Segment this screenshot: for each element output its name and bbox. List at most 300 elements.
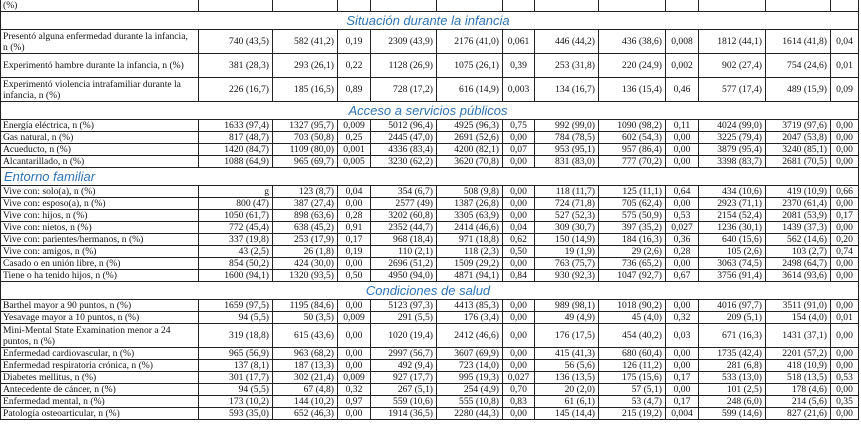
value-cell: 1633 (97,4) [199, 120, 273, 132]
value-cell: 50 (3,5) [273, 312, 338, 324]
value-cell: 593 (35,0) [199, 408, 273, 420]
value-cell: 3879 (95,4) [699, 144, 766, 156]
p-value-cell: 0,28 [666, 246, 699, 258]
value-cell: 29 (2,6) [599, 246, 666, 258]
value-cell: 831 (83,0) [535, 156, 599, 168]
p-value-cell: 0,04 [338, 186, 371, 198]
value-cell: 3607 (69,9) [437, 348, 503, 360]
value-cell: 965 (69,7) [273, 156, 338, 168]
value-cell: 175 (15,6) [599, 372, 666, 384]
value-cell: 53 (4,7) [599, 396, 666, 408]
p-value-cell: 0,00 [503, 360, 535, 372]
value-cell: 4871 (94,1) [437, 270, 503, 282]
p-value-cell: 0,70 [503, 384, 535, 396]
value-cell: 2414 (46,6) [437, 222, 503, 234]
p-value-cell: 0,008 [666, 30, 699, 54]
p-value-cell: 0,75 [503, 120, 535, 132]
p-value-cell: 0,001 [338, 144, 371, 156]
table-row [1, 30, 859, 54]
value-cell: 1088 (64,9) [199, 156, 273, 168]
value-cell: 49 (4,9) [535, 312, 599, 324]
value-cell: 800 (47) [199, 198, 273, 210]
value-cell: 992 (99,0) [535, 120, 599, 132]
value-cell: 3719 (97,6) [766, 120, 831, 132]
row-label: Alcantarillado, n (%) [1, 156, 199, 168]
value-cell: 253 (31,8) [535, 54, 599, 78]
p-value-cell: 0,19 [338, 30, 371, 54]
value-cell: 126 (11,2) [599, 360, 666, 372]
p-value-cell: 0,46 [666, 78, 699, 102]
value-cell: 2352 (44,7) [371, 222, 437, 234]
value-cell: 3398 (83,7) [699, 156, 766, 168]
value-cell: 248 (6,0) [699, 396, 766, 408]
value-cell: 817 (48,7) [199, 132, 273, 144]
p-value-cell: 0,17 [831, 210, 859, 222]
value-cell: 2923 (71,1) [699, 198, 766, 210]
table-row [1, 54, 859, 78]
value-cell: 209 (5,1) [699, 312, 766, 324]
p-value-cell: 0,00 [831, 258, 859, 270]
p-value-cell: 0,01 [831, 54, 859, 78]
value-cell: 705 (62,4) [599, 198, 666, 210]
value-cell: 178 (4,6) [766, 384, 831, 396]
value-cell: 492 (9,4) [371, 360, 437, 372]
p-value-cell: 0,00 [338, 348, 371, 360]
p-value-cell: 0,39 [503, 54, 535, 78]
value-cell: 898 (63,6) [273, 210, 338, 222]
value-cell: 763 (75,7) [535, 258, 599, 270]
value-cell: 3063 (74,5) [699, 258, 766, 270]
value-cell: 309 (30,7) [535, 222, 599, 234]
table-body [1, 0, 859, 420]
value-cell: 2081 (53,9) [766, 210, 831, 222]
value-cell: 615 (43,6) [273, 324, 338, 348]
value-cell: 214 (5,6) [766, 396, 831, 408]
value-cell: 652 (46,3) [273, 408, 338, 420]
row-label: Enfermedad mental, n (%) [1, 396, 199, 408]
section-title: Condiciones de salud [1, 282, 859, 300]
p-value-cell: 0,00 [503, 258, 535, 270]
value-cell: 94 (5,5) [199, 312, 273, 324]
value-cell: 4024 (99,0) [699, 120, 766, 132]
value-cell: 575 (50,9) [599, 210, 666, 222]
value-cell: 827 (21,6) [766, 408, 831, 420]
p-value-cell: 0,00 [503, 156, 535, 168]
p-value-cell: 0,53 [831, 372, 859, 384]
value-cell: 1018 (90,2) [599, 300, 666, 312]
p-value-cell: 0,00 [831, 324, 859, 348]
value-cell: 533 (13,0) [699, 372, 766, 384]
row-label: Vive con: hijos, n (%) [1, 210, 199, 222]
row-label: Energía eléctrica, n (%) [1, 120, 199, 132]
value-cell: 301 (17,7) [199, 372, 273, 384]
value-cell: 728 (17,2) [371, 78, 437, 102]
value-cell: 103 (2,7) [766, 246, 831, 258]
value-cell: 61 (6,1) [535, 396, 599, 408]
value-cell: 1090 (98,2) [599, 120, 666, 132]
table-row [1, 144, 859, 156]
value-cell: 1812 (44,1) [699, 30, 766, 54]
p-value-cell: 0,002 [666, 54, 699, 78]
p-value-cell: 0,00 [338, 258, 371, 270]
value-cell: 930 (92,3) [535, 270, 599, 282]
value-cell: 3614 (93,6) [766, 270, 831, 282]
value-cell: 56 (5,6) [535, 360, 599, 372]
row-label: Casado o en unión libre, n (%) [1, 258, 199, 270]
value-cell: 2696 (51,2) [371, 258, 437, 270]
value-cell: 957 (86,4) [599, 144, 666, 156]
value-cell: 1128 (26,9) [371, 54, 437, 78]
p-value-cell: 0,00 [831, 408, 859, 420]
table-row [1, 408, 859, 420]
value-cell: 703 (50,8) [273, 132, 338, 144]
row-label: Vive con: esposo(a), n (%) [1, 198, 199, 210]
value-cell: 582 (41,2) [273, 30, 338, 54]
p-value-cell: 0,00 [831, 360, 859, 372]
p-value-cell: 0,17 [666, 372, 699, 384]
value-cell: 680 (60,4) [599, 348, 666, 360]
value-cell: 2309 (43,9) [371, 30, 437, 54]
table-row [1, 246, 859, 258]
p-value-cell: 0,00 [666, 384, 699, 396]
value-cell: 1047 (92,7) [599, 270, 666, 282]
value-cell: 118 (2,3) [437, 246, 503, 258]
section-header [1, 102, 859, 120]
value-cell: 577 (17,4) [699, 78, 766, 102]
value-cell: 2577 (49) [371, 198, 437, 210]
value-cell: 5123 (97,3) [371, 300, 437, 312]
p-value-cell: 0,03 [666, 324, 699, 348]
p-value-cell: 0,00 [831, 384, 859, 396]
section-header [1, 282, 859, 300]
section-title: Situación durante la infancia [1, 12, 859, 30]
value-cell: 57 (5,1) [599, 384, 666, 396]
value-cell: 173 (10,2) [199, 396, 273, 408]
value-cell: 2691 (52,6) [437, 132, 503, 144]
value-cell: 671 (16,3) [699, 324, 766, 348]
value-cell: 4200 (82,1) [437, 144, 503, 156]
value-cell: 2154 (52,4) [699, 210, 766, 222]
value-cell: 381 (28,3) [199, 54, 273, 78]
value-cell: 1075 (26,1) [437, 54, 503, 78]
value-cell: 989 (98,1) [535, 300, 599, 312]
row-label: Mini-Mental State Examination menor a 24 puntos, n (%) [1, 324, 199, 348]
table-row [1, 210, 859, 222]
value-cell: 1050 (61,7) [199, 210, 273, 222]
p-value-cell: 0,17 [666, 396, 699, 408]
p-value-cell: 0,09 [831, 78, 859, 102]
value-cell: 118 (11,7) [535, 186, 599, 198]
table-row [1, 372, 859, 384]
value-cell: 136 (13,5) [535, 372, 599, 384]
value-cell: 1320 (93,5) [273, 270, 338, 282]
table-row [1, 360, 859, 372]
value-cell: 267 (5,1) [371, 384, 437, 396]
value-cell: 446 (44,2) [535, 30, 599, 54]
p-value-cell: 0,00 [503, 186, 535, 198]
p-value-cell: 0,07 [503, 144, 535, 156]
value-cell: 754 (24,6) [766, 54, 831, 78]
value-cell: 1735 (42,4) [699, 348, 766, 360]
row-label: Tiene o ha tenido hijos, n (%) [1, 270, 199, 282]
p-value-cell: 0,89 [338, 78, 371, 102]
value-cell: 518 (13,5) [766, 372, 831, 384]
p-value-cell: 0,00 [831, 156, 859, 168]
table-row [1, 186, 859, 198]
value-cell: 1420 (84,7) [199, 144, 273, 156]
value-cell: 772 (45,4) [199, 222, 273, 234]
value-cell: 602 (54,3) [599, 132, 666, 144]
value-cell: 94 (5,5) [199, 384, 273, 396]
value-cell: 723 (14,0) [437, 360, 503, 372]
p-value-cell: 0,00 [831, 120, 859, 132]
p-value-cell: 0,00 [503, 408, 535, 420]
value-cell: 354 (6,7) [371, 186, 437, 198]
value-cell: 45 (4,0) [599, 312, 666, 324]
p-value-cell: 0,061 [503, 30, 535, 54]
value-cell: 418 (10,9) [766, 360, 831, 372]
p-value-cell: 0,00 [666, 360, 699, 372]
value-cell: 319 (18,8) [199, 324, 273, 348]
p-value-cell: 0,17 [338, 234, 371, 246]
value-cell: 26 (1,8) [273, 246, 338, 258]
value-cell: 101 (2,5) [699, 384, 766, 396]
p-value-cell: 0,83 [503, 396, 535, 408]
value-cell: 1236 (30,1) [699, 222, 766, 234]
value-cell: 489 (15,9) [766, 78, 831, 102]
value-cell: 337 (19,8) [199, 234, 273, 246]
value-cell: 424 (30,0) [273, 258, 338, 270]
table-row [1, 312, 859, 324]
value-cell: 3225 (79,4) [699, 132, 766, 144]
value-cell: 1020 (19,4) [371, 324, 437, 348]
p-value-cell: 0,00 [831, 300, 859, 312]
value-cell: 1659 (97,5) [199, 300, 273, 312]
value-cell: 136 (15,4) [599, 78, 666, 102]
p-value-cell: 0,11 [666, 120, 699, 132]
row-label: Acueducto, n (%) [1, 144, 199, 156]
row-label: Barthel mayor a 90 puntos, n (%) [1, 300, 199, 312]
p-value-cell: 0,00 [503, 198, 535, 210]
value-cell: 2498 (64,7) [766, 258, 831, 270]
table-row [1, 78, 859, 102]
value-cell: 4336 (83,4) [371, 144, 437, 156]
value-cell: 777 (70,2) [599, 156, 666, 168]
value-cell: 220 (24,9) [599, 54, 666, 78]
section-header [1, 168, 859, 186]
row-label: Vive con: amigos, n (%) [1, 246, 199, 258]
value-cell: 640 (15,6) [699, 234, 766, 246]
value-cell: 4925 (96,3) [437, 120, 503, 132]
value-cell: 784 (78,5) [535, 132, 599, 144]
table-row [1, 270, 859, 282]
table-row [1, 324, 859, 348]
value-cell: 3305 (63,9) [437, 210, 503, 222]
value-cell: 1387 (26,8) [437, 198, 503, 210]
value-cell: 145 (14,4) [535, 408, 599, 420]
value-cell: 20 (2,0) [535, 384, 599, 396]
table-row [1, 348, 859, 360]
value-cell: 1431 (37,1) [766, 324, 831, 348]
value-cell: 3202 (60,8) [371, 210, 437, 222]
value-cell: 3756 (91,4) [699, 270, 766, 282]
value-cell: 3240 (85,1) [766, 144, 831, 156]
p-value-cell: 0,009 [338, 312, 371, 324]
row-label: Vive con: solo(a), n (%) [1, 186, 199, 198]
value-cell: 137 (8,1) [199, 360, 273, 372]
p-value-cell: 0,67 [666, 270, 699, 282]
value-cell: 3620 (70,8) [437, 156, 503, 168]
value-cell: 19 (1,9) [535, 246, 599, 258]
section-header [1, 12, 859, 30]
value-cell: 1914 (36,5) [371, 408, 437, 420]
p-value-cell: 0,84 [503, 270, 535, 282]
section-title: Entorno familiar [1, 168, 859, 186]
value-cell: 176 (3,4) [437, 312, 503, 324]
value-cell: 184 (16,3) [599, 234, 666, 246]
value-cell: 638 (45,2) [273, 222, 338, 234]
p-value-cell: 0,04 [831, 30, 859, 54]
value-cell: 3511 (91,0) [766, 300, 831, 312]
value-cell: 185 (16,5) [273, 78, 338, 102]
p-value-cell: 0,00 [831, 348, 859, 360]
value-cell: 2047 (53,8) [766, 132, 831, 144]
value-cell: 434 (10,6) [699, 186, 766, 198]
value-cell: 105 (2,6) [699, 246, 766, 258]
p-value-cell: 0,00 [338, 198, 371, 210]
p-value-cell: 0,009 [338, 120, 371, 132]
p-value-cell: 0,53 [666, 210, 699, 222]
row-label: Presentó alguna enfermedad durante la infancia, n (%) [1, 30, 199, 54]
value-cell: 995 (19,3) [437, 372, 503, 384]
value-cell: 508 (9,8) [437, 186, 503, 198]
value-cell: g [199, 186, 273, 198]
p-value-cell: 0,04 [503, 222, 535, 234]
value-cell: 281 (6,8) [699, 360, 766, 372]
value-cell: 2370 (61,4) [766, 198, 831, 210]
p-value-cell: 0,00 [338, 300, 371, 312]
value-cell: 291 (5,5) [371, 312, 437, 324]
p-value-cell: 0,00 [666, 144, 699, 156]
value-cell: 2681 (70,5) [766, 156, 831, 168]
p-value-cell: 0,00 [666, 198, 699, 210]
table-row [1, 258, 859, 270]
value-cell: 4413 (85,3) [437, 300, 503, 312]
row-label: Enfermedad cardiovascular, n (%) [1, 348, 199, 360]
p-value-cell: 0,00 [831, 270, 859, 282]
value-cell: 724 (71,8) [535, 198, 599, 210]
p-value-cell: 0,32 [338, 384, 371, 396]
value-cell: 559 (10,6) [371, 396, 437, 408]
value-cell: 599 (14,6) [699, 408, 766, 420]
value-cell: 1614 (41,8) [766, 30, 831, 54]
p-value-cell: 0,00 [503, 324, 535, 348]
row-label: Vive con: parientes/hermanos, n (%) [1, 234, 199, 246]
value-cell: 1600 (94,1) [199, 270, 273, 282]
value-cell: 134 (16,7) [535, 78, 599, 102]
row-label: Experimentó hambre durante la infancia, n (%) [1, 54, 199, 78]
p-value-cell: 0,62 [503, 234, 535, 246]
value-cell: 2201 (57,2) [766, 348, 831, 360]
p-value-cell: 0,22 [338, 54, 371, 78]
value-cell: 144 (10,2) [273, 396, 338, 408]
p-value-cell: 0,003 [503, 78, 535, 102]
p-value-cell: 0,00 [338, 408, 371, 420]
value-cell: 902 (27,4) [699, 54, 766, 78]
value-cell: 1439 (37,3) [766, 222, 831, 234]
value-cell: 454 (40,2) [599, 324, 666, 348]
p-value-cell: 0,00 [831, 132, 859, 144]
row-label: Experimentó violencia intrafamiliar durante la infancia, n (%) [1, 78, 199, 102]
value-cell: 1195 (84,6) [273, 300, 338, 312]
p-value-cell: 0,027 [666, 222, 699, 234]
p-value-cell: 0,004 [666, 408, 699, 420]
p-value-cell: 0,25 [338, 132, 371, 144]
p-value-cell: 0,00 [338, 324, 371, 348]
p-value-cell: 0,027 [503, 372, 535, 384]
p-value-cell: 0,00 [666, 258, 699, 270]
p-value-cell: 0,005 [338, 156, 371, 168]
value-cell: 562 (14,6) [766, 234, 831, 246]
value-cell: 253 (17,9) [273, 234, 338, 246]
value-cell: 971 (18,8) [437, 234, 503, 246]
section-title: Acceso a servicios públicos [1, 102, 859, 120]
row-label: Vive con: nietos, n (%) [1, 222, 199, 234]
value-cell: 2412 (46,6) [437, 324, 503, 348]
table-row [1, 234, 859, 246]
p-value-cell: 0,97 [338, 396, 371, 408]
value-cell: 397 (35,2) [599, 222, 666, 234]
p-value-cell: 0,74 [831, 246, 859, 258]
value-cell: 302 (21,4) [273, 372, 338, 384]
row-label: Patología osteoarticular, n (%) [1, 408, 199, 420]
p-value-cell: 0,64 [666, 186, 699, 198]
p-value-cell: 0,50 [338, 270, 371, 282]
p-value-cell: 0,32 [666, 312, 699, 324]
p-value-cell: 0,00 [503, 312, 535, 324]
table-row [1, 198, 859, 210]
table-row [1, 132, 859, 144]
value-cell: 965 (56,9) [199, 348, 273, 360]
value-cell: 616 (14,9) [437, 78, 503, 102]
value-cell: 4950 (94,0) [371, 270, 437, 282]
table-row [1, 384, 859, 396]
value-cell: 43 (2,5) [199, 246, 273, 258]
value-cell: 226 (16,7) [199, 78, 273, 102]
table-row [1, 300, 859, 312]
p-value-cell: 0,00 [666, 156, 699, 168]
value-cell: 154 (4,0) [766, 312, 831, 324]
row-label: Antecedente de cáncer, n (%) [1, 384, 199, 396]
p-value-cell: 0,36 [666, 234, 699, 246]
p-value-cell: 0,00 [666, 132, 699, 144]
p-value-cell: 0,00 [503, 300, 535, 312]
p-value-cell: 0,00 [503, 132, 535, 144]
p-value-cell: 0,00 [338, 360, 371, 372]
value-cell: 293 (26,1) [273, 54, 338, 78]
table-row-header-remnant [1, 0, 859, 12]
p-value-cell: 0,91 [338, 222, 371, 234]
table-row [1, 156, 859, 168]
p-value-cell: 0,00 [831, 222, 859, 234]
value-cell: 2445 (47,0) [371, 132, 437, 144]
value-cell: 176 (17,5) [535, 324, 599, 348]
p-value-cell: 0,28 [338, 210, 371, 222]
p-value-cell: 0,66 [831, 186, 859, 198]
value-cell: 3230 (62,2) [371, 156, 437, 168]
value-cell: 1327 (95,7) [273, 120, 338, 132]
row-label: Enfermedad respiratoria crónica, n (%) [1, 360, 199, 372]
